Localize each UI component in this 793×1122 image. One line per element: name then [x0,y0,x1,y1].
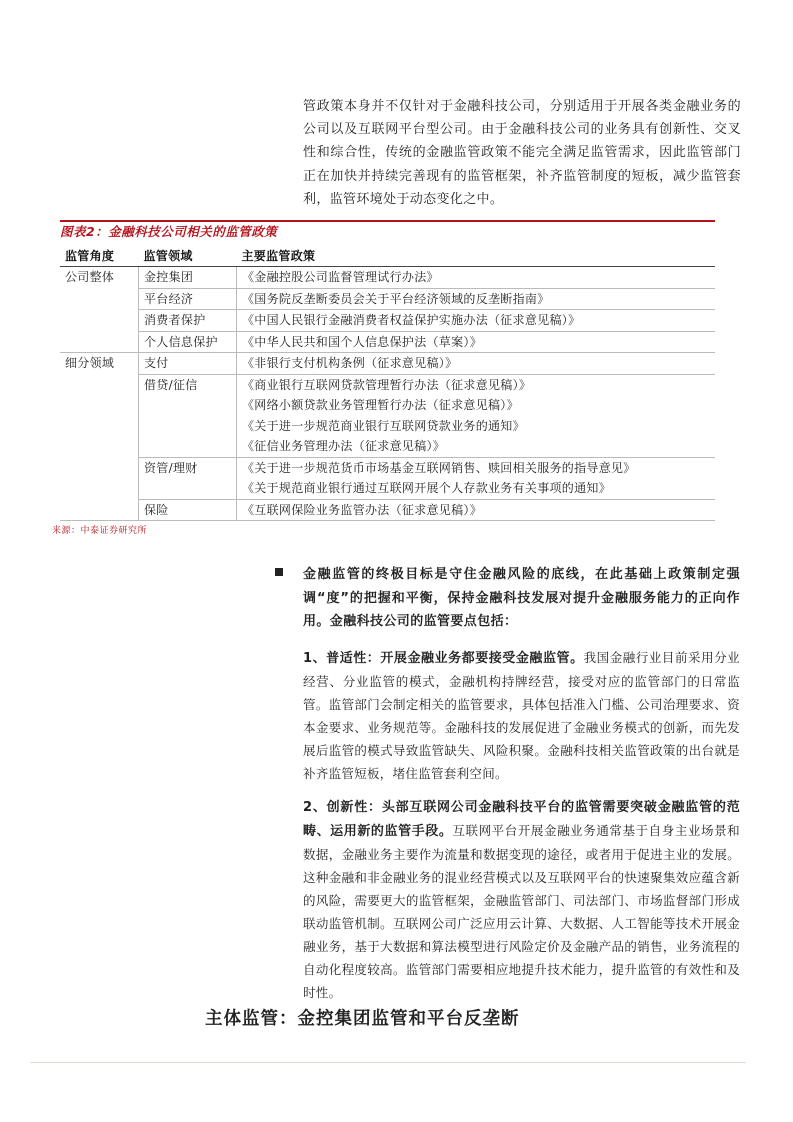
table-row [60,353,715,375]
policy-item: 《商业银行互联网贷款管理暂行办法（征求意见稿）》 [242,377,532,392]
policy-item: 《中国人民银行金融消费者权益保护实施办法（征求意见稿）》 [242,313,581,327]
policy-item: 《关于进一步规范货币市场基金互联网销售、赎回相关服务的指导意见》 [242,460,636,475]
policy-item: 《关于进一步规范商业银行互联网贷款业务的通知》 [242,418,525,433]
policy-item: 《金融控股公司监督管理试行办法》 [242,270,439,284]
header-angle: 监管角度 [60,244,139,267]
point-2-heading: 2、创新性：头部互联网公司金融科技平台的监管需要突破金融监管的范畴、运用新的监管手段。 [303,800,740,839]
point-innovation [303,795,740,1004]
bullet-text: 金融监管的终极目标是守住金融风险的底线，在此基础上政策制定强调“度”的把握和平衡，保持金融科技发展对提升金融服务能力的正向作用。金融科技公司的监管要点包括： [303,567,740,629]
angle-cell: 细分领域 [60,353,139,521]
field-cell: 支付 [139,353,237,375]
field-cell: 金控集团 [139,267,237,289]
policy-cell [237,288,716,310]
point-universality [303,646,740,785]
table-header-row [60,244,715,267]
point-1-heading: 1、普适性：开展金融业务都要接受金融监管。 [303,651,584,666]
intro-paragraph: 管政策本身并不仅针对于金融科技公司，分别适用于开展各类金融业务的公司以及互联网平台型公司。由于金融科技公司的业务具有创新性、交叉性和综合性，传统的金融监管政策不能完全满足监管需求，因此监管部门正在加快并持续完善现有的监管框架，补齐监管制度的短板，减少监管套利，监管环境处于动态变化之中。 [303,99,741,207]
field-cell: 保险 [139,499,237,521]
table-row [60,331,715,353]
policy-cell [237,331,716,353]
policy-table [60,244,715,521]
header-field: 监管领域 [139,244,237,267]
policy-cell [237,267,716,289]
policy-cell [237,374,716,457]
point-2-body: 互联网平台开展金融业务通常基于自身主业场景和数据，金融业务主要作为流量和数据变现的途径，或者用于促进主业的发展。这种金融和非金融业务的混业经营模式以及互联网平台的快速聚集效应蕴含新的风险，需要更大的监管框架，金融监管部门、司法部门、市场监督部门形成联动监管机制。互联网公司广泛应用云计算、大数据、人工智能等技术开展金融业务，基于大数据和算法模型进行风险定价及金融产品的销售，业务流程的自动化程度较高。监管部门需要相应地提升技术能力，提升监管的有效性和及时性。 [303,823,740,1000]
field-cell: 个人信息保护 [139,331,237,353]
field-cell: 消费者保护 [139,310,237,332]
policy-item: 《网络小额贷款业务管理暂行办法（征求意见稿）》 [242,398,519,412]
point-1-body: 我国金融行业目前采用分业经营、分业监管的模式，金融机构持牌经营，接受对应的监管部门的日常监管。监管部门会制定相关的监管要求，具体包括准入门槛、公司治理要求、资本金要求、业务规范等。金融科技的发展促进了金融业务模式的创新，而先发展后监管的模式导致监管缺失、风险积聚。金融科技相关监管政策的出台就是补齐监管短板，堵住监管套利空间。 [303,650,740,781]
figure-title: 图表2：金融科技公司相关的监管政策 [60,224,278,239]
field-cell: 借贷/征信 [139,374,237,457]
policy-cell [237,457,716,499]
table-row [60,457,715,499]
footer-divider [30,1062,746,1063]
policy-cell [237,310,716,332]
policy-item: 《国务院反垄断委员会关于平台经济领域的反垄断指南》 [242,291,550,306]
field-cell: 平台经济 [139,288,237,310]
table-row [60,288,715,310]
table-row [60,374,715,457]
figure-source: 来源：中泰证券研究所 [52,526,148,536]
policy-cell [237,353,716,375]
key-point-bullet [275,563,740,634]
header-policy: 主要监管政策 [237,244,716,267]
policy-item: 《征信业务管理办法（征求意见稿）》 [242,439,446,453]
angle-cell: 公司整体 [60,267,139,353]
field-cell: 资管/理财 [139,457,237,499]
policy-item: 《非银行支付机构条例（征求意见稿）》 [242,356,458,370]
section-heading: 主体监管：金控集团监管和平台反垄断 [205,1009,520,1029]
policy-item: 《中华人民共和国个人信息保护法（草案）》 [242,334,483,349]
table-row [60,310,715,332]
table-row [60,267,715,289]
figure-title-bar [60,220,715,242]
policy-item: 《关于规范商业银行通过互联网开展个人存款业务有关事项的通知》 [242,481,612,495]
square-bullet-icon [275,568,283,576]
table-row [60,499,715,521]
policy-cell [237,499,716,521]
policy-item: 《互联网保险业务监管办法（征求意见稿）》 [242,502,483,517]
